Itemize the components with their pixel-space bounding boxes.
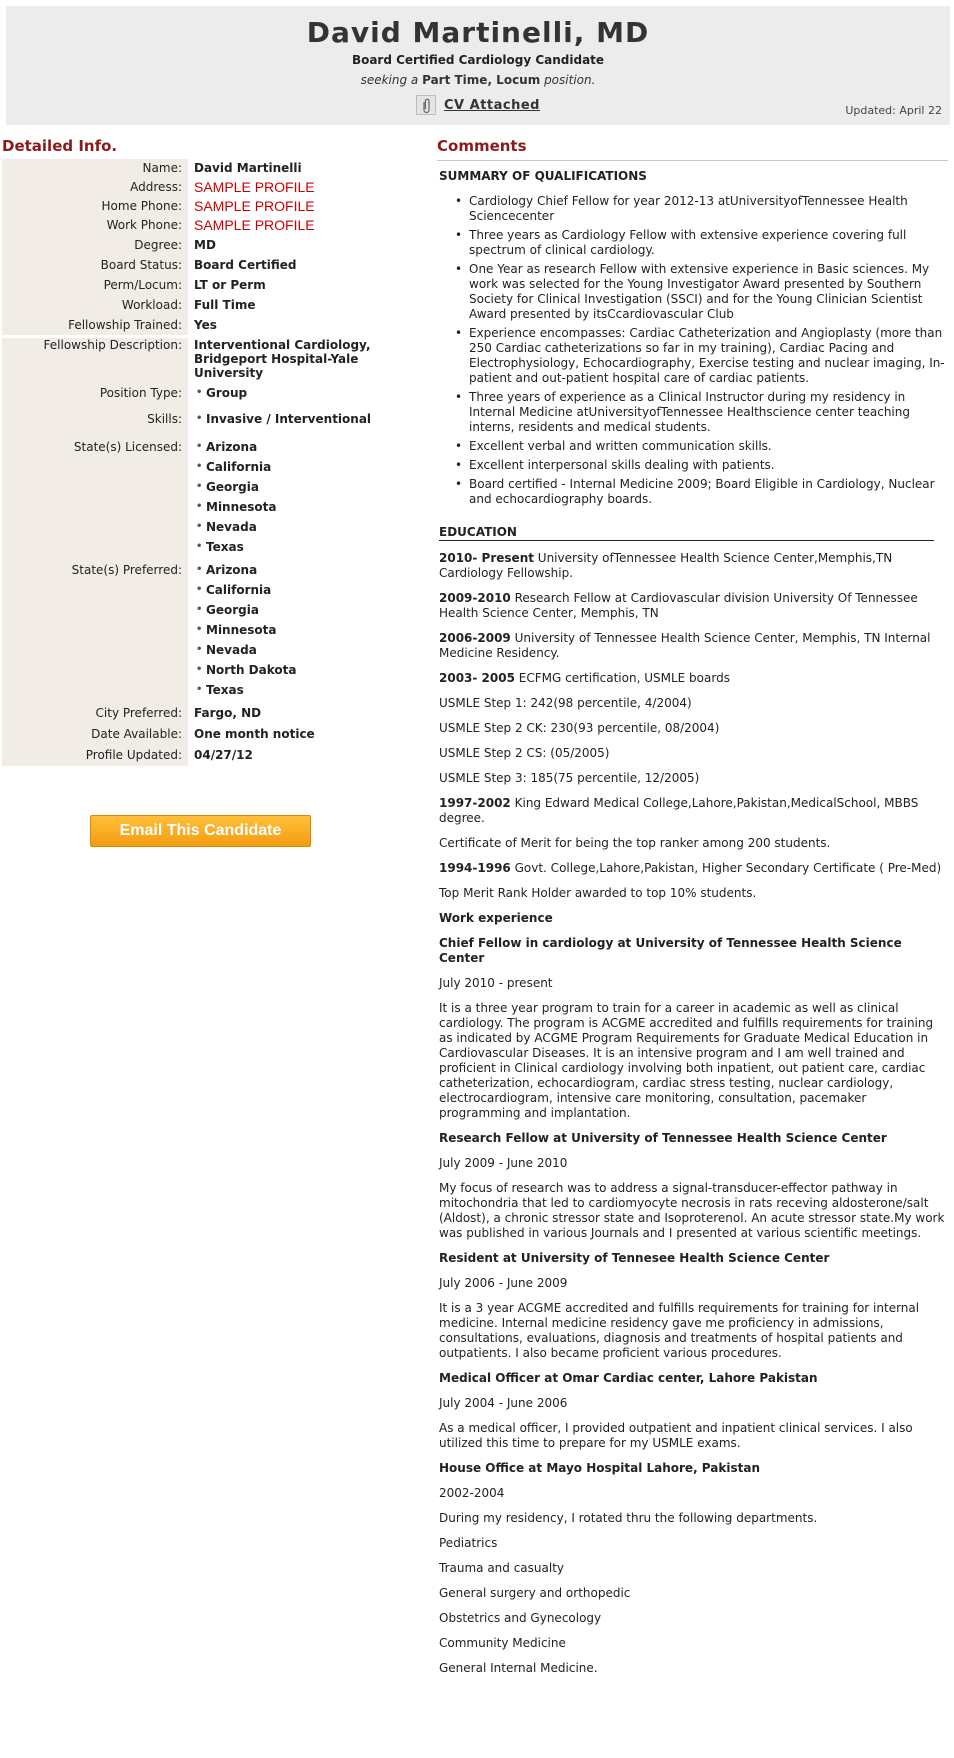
job-title xyxy=(439,1131,949,1146)
job-title-text: Resident at University of Tennesee Health Science Center xyxy=(439,1251,830,1265)
detail-label: Date Available: xyxy=(2,724,188,745)
detail-row-profile xyxy=(2,745,422,766)
detail-row-skills xyxy=(2,409,422,437)
email-candidate-button[interactable]: Email This Candidate xyxy=(90,815,311,847)
usmle-score: USMLE Step 1: 242(98 percentile, 4/2004) xyxy=(439,696,692,710)
candidate-subtitle: Board Certified Cardiology Candidate xyxy=(351,53,605,67)
detail-label: Position Type: xyxy=(2,383,188,409)
skill-item: • Invasive / Interventional xyxy=(194,409,422,429)
job-title xyxy=(439,1371,949,1386)
detailed-info-title: Detailed Info. xyxy=(2,137,118,155)
seeking-value: Part Time, Locum xyxy=(422,73,541,87)
licensed-state: • California xyxy=(194,457,422,477)
job-title xyxy=(439,936,949,966)
detail-value: Interventional Cardiology, Bridgeport Hospital-Yale University xyxy=(194,338,371,380)
edu-entry xyxy=(439,631,949,661)
usmle-score: USMLE Step 2 CS: (05/2005) xyxy=(439,746,610,760)
detail-row-fellowship-desc xyxy=(2,335,422,383)
detail-value: LT or Perm xyxy=(194,278,266,292)
detail-value: Full Time xyxy=(194,298,256,312)
detail-label: Profile Updated: xyxy=(2,745,188,766)
summary-item: • Board certified - Internal Medicine 2009; Board Eligible in Cardiology, Nuclear and echocardiography boards. xyxy=(455,477,949,507)
detail-value: Yes xyxy=(194,318,217,332)
licensed-state: • Minnesota xyxy=(194,497,422,517)
detail-label: State(s) Licensed: xyxy=(2,437,188,560)
job-description: It is a three year program to train for a career in academic as well as clinical cardiology. The program is ACGME accredited and fulfills requirements for training as indicated by ACGME Program Requirements for Graduate Medical Education in Cardiovascular Diseases. It is an intensive program and I am well trained and proficient in Clinical cardiology involving both inpatient, out patient care, cardiac catheterization, echocardiogram, cardiac stress testing, nuclear cardiology, electrocardiogram, intensive care monitoring, consultation, pacemaker programming and implantation. xyxy=(439,1001,934,1120)
updated-date: Updated: April 22 xyxy=(845,104,942,117)
edu-entry xyxy=(439,861,949,876)
detail-label: Degree: xyxy=(2,235,188,255)
detail-row-board xyxy=(2,255,422,275)
detail-table xyxy=(2,159,422,766)
detail-label: Workload: xyxy=(2,295,188,315)
detail-value: SAMPLE PROFILE xyxy=(194,179,315,195)
department-item: Pediatrics xyxy=(439,1536,498,1550)
detail-label: State(s) Preferred: xyxy=(2,560,188,703)
job-title xyxy=(439,1461,949,1476)
edu-text: King Edward Medical College,Lahore,Pakistan,MedicalSchool, MBBS degree. xyxy=(439,796,919,825)
summary-item: • Cardiology Chief Fellow for year 2012-13 atUniversityofTennessee Health Sciencecenter xyxy=(455,194,949,224)
detail-row-preferred xyxy=(2,560,422,703)
job-description: During my residency, I rotated thru the following departments. xyxy=(439,1511,818,1525)
edu-entry xyxy=(439,796,949,826)
edu-entry xyxy=(439,591,949,621)
detail-row-date xyxy=(2,724,422,745)
usmle-score: USMLE Step 3: 185(75 percentile, 12/2005) xyxy=(439,771,700,785)
job-dates: July 2004 - June 2006 xyxy=(439,1396,568,1410)
edu-year: 1994-1996 xyxy=(439,861,511,875)
job-title-text: Chief Fellow in cardiology at University of Tennessee Health Science Center xyxy=(439,936,902,965)
detail-value: Board Certified xyxy=(194,258,297,272)
summary-heading: SUMMARY OF QUALIFICATIONS xyxy=(439,169,647,183)
detail-label: Skills: xyxy=(2,409,188,437)
detail-row-address xyxy=(2,178,422,197)
detail-value: David Martinelli xyxy=(194,161,302,175)
licensed-state: • Nevada xyxy=(194,517,422,537)
work-heading xyxy=(439,911,949,926)
job-title-text: Research Fellow at University of Tennessee Health Science Center xyxy=(439,1131,887,1145)
detail-label: City Preferred: xyxy=(2,703,188,724)
detail-row-position xyxy=(2,383,422,409)
detail-row-home-phone xyxy=(2,197,422,216)
summary-item: • One Year as research Fellow with extensive experience in Basic sciences. My work was selected for the Young Investigator Award presented by Southern Society for Clinical Investigation (SSCI) and for the Young Clinician Scientist Award presented by itsCcardiovascular Club xyxy=(455,262,949,322)
seeking-line xyxy=(6,73,950,87)
job-description: It is a 3 year ACGME accredited and fulfills requirements for training for internal medicine. Internal medicine residency gave me proficiency in admissions, consultations, evaluations, diagnosis and treatments of hospital patients and outpatients. I also became proficient various procedures. xyxy=(439,1301,920,1360)
cv-attachment xyxy=(416,95,540,115)
detail-row-perm xyxy=(2,275,422,295)
preferred-state: • Georgia xyxy=(194,600,422,620)
usmle-score: USMLE Step 2 CK: 230(93 percentile, 08/2004) xyxy=(439,721,720,735)
comments-title: Comments xyxy=(437,137,527,155)
department-item: Obstetrics and Gynecology xyxy=(439,1611,602,1625)
summary-item: • Experience encompasses: Cardiac Catheterization and Angioplasty (more than 250 Cardiac catheterizations so far in my training), Cardiac Pacing and Electrophysiology, Echocardiography, Exercise testing and nuclear imaging, In-patient and out-patient hospital care of cardiac patients. xyxy=(455,326,949,386)
job-description: My focus of research was to address a signal-transducer-effector pathway in mitochondria that led to cardiomyocyte necrosis in rats receving aldosterone/salt (Aldost), a chronic stressor state and Isoproterenol. An acute stressor state.My work was published in various Journals and I presented at various scientific meetings. xyxy=(439,1181,945,1240)
detail-label: Address: xyxy=(2,178,188,197)
edu-entry xyxy=(439,551,949,581)
licensed-state: • Texas xyxy=(194,537,422,557)
seeking-prefix: seeking a xyxy=(360,73,419,87)
job-dates: 2002-2004 xyxy=(439,1486,505,1500)
detail-value: One month notice xyxy=(194,727,315,741)
detail-label: Home Phone: xyxy=(2,197,188,216)
detail-row-name xyxy=(2,159,422,178)
detail-value: 04/27/12 xyxy=(194,748,253,762)
edu-year: 2003- 2005 xyxy=(439,671,515,685)
detail-label: Fellowship Description: xyxy=(2,338,188,383)
edu-text: University ofTennessee Health Science Center,Memphis,TN Cardiology Fellowship. xyxy=(439,551,893,580)
summary-item: • Excellent interpersonal skills dealing with patients. xyxy=(455,458,949,473)
paperclip-icon xyxy=(416,95,436,115)
edu-year: 1997-2002 xyxy=(439,796,511,810)
summary-item: • Three years as Cardiology Fellow with extensive experience covering full spectrum of clinical cardiology. xyxy=(455,228,949,258)
detail-row-degree xyxy=(2,235,422,255)
job-title-text: House Office at Mayo Hospital Lahore, Pakistan xyxy=(439,1461,760,1475)
detail-value: Fargo, ND xyxy=(194,706,262,720)
edu-year: 2009-2010 xyxy=(439,591,511,605)
detail-value: SAMPLE PROFILE xyxy=(194,217,315,233)
detail-row-workload xyxy=(2,295,422,315)
preferred-state: • Texas xyxy=(194,680,422,700)
detail-row-licensed xyxy=(2,437,422,560)
edu-entry xyxy=(439,671,949,686)
detail-label: Fellowship Trained: xyxy=(2,315,188,335)
candidate-name: David Martinelli, MD xyxy=(306,16,650,49)
detail-value: SAMPLE PROFILE xyxy=(194,198,315,214)
preferred-state: • Arizona xyxy=(194,560,422,580)
detail-row-city xyxy=(2,703,422,724)
edu-text: University of Tennessee Health Science Center, Memphis, TN Internal Medicine Residency. xyxy=(439,631,931,660)
job-description: As a medical officer, I provided outpatient and inpatient clinical services. I also utilized this time to prepare for my USMLE exams. xyxy=(439,1421,913,1450)
edu-text: ECFMG certification, USMLE boards xyxy=(518,671,730,685)
edu-year: 2006-2009 xyxy=(439,631,511,645)
licensed-state: • Georgia xyxy=(194,477,422,497)
seeking-suffix: position. xyxy=(544,73,596,87)
detail-label: Name: xyxy=(2,159,188,178)
comments-divider xyxy=(437,160,948,161)
education-heading: EDUCATION xyxy=(439,525,934,541)
merit-note: Top Merit Rank Holder awarded to top 10% students. xyxy=(439,886,757,900)
detail-value: MD xyxy=(194,238,216,252)
preferred-state: • North Dakota xyxy=(194,660,422,680)
job-dates: July 2009 - June 2010 xyxy=(439,1156,568,1170)
department-item: General Internal Medicine. xyxy=(439,1661,598,1675)
department-item: Trauma and casualty xyxy=(439,1561,565,1575)
detail-label: Work Phone: xyxy=(2,216,188,235)
preferred-state: • Nevada xyxy=(194,640,422,660)
detail-label: Perm/Locum: xyxy=(2,275,188,295)
department-item: Community Medicine xyxy=(439,1636,566,1650)
detail-row-fellowship xyxy=(2,315,422,335)
licensed-state: • Arizona xyxy=(194,437,422,457)
work-heading-text: Work experience xyxy=(439,911,553,925)
summary-item: • Three years of experience as a Clinical Instructor during my residency in Internal Medicine atUniversityofTennessee Healthscience center teaching interns, residents and medical students. xyxy=(455,390,949,435)
merit-note: Certificate of Merit for being the top ranker among 200 students. xyxy=(439,836,831,850)
department-item: General surgery and orthopedic xyxy=(439,1586,631,1600)
job-title xyxy=(439,1251,949,1266)
profile-header xyxy=(6,6,950,125)
preferred-state: • California xyxy=(194,580,422,600)
cv-attached-link[interactable]: CV Attached xyxy=(444,97,540,113)
detail-label: Board Status: xyxy=(2,255,188,275)
job-dates: July 2006 - June 2009 xyxy=(439,1276,568,1290)
edu-text: Research Fellow at Cardiovascular division University Of Tennessee Health Science Center, Memphis, TN xyxy=(439,591,918,620)
job-title-text: Medical Officer at Omar Cardiac center, Lahore Pakistan xyxy=(439,1371,818,1385)
edu-year: 2010- Present xyxy=(439,551,534,565)
summary-list xyxy=(439,194,949,507)
detail-row-work-phone xyxy=(2,216,422,235)
summary-item: • Excellent verbal and written communication skills. xyxy=(455,439,949,454)
comments-body xyxy=(439,167,949,1686)
job-dates: July 2010 - present xyxy=(439,976,553,990)
preferred-state: • Minnesota xyxy=(194,620,422,640)
edu-text: Govt. College,Lahore,Pakistan, Higher Secondary Certificate ( Pre-Med) xyxy=(514,861,942,875)
position-item: • Group xyxy=(194,383,422,403)
